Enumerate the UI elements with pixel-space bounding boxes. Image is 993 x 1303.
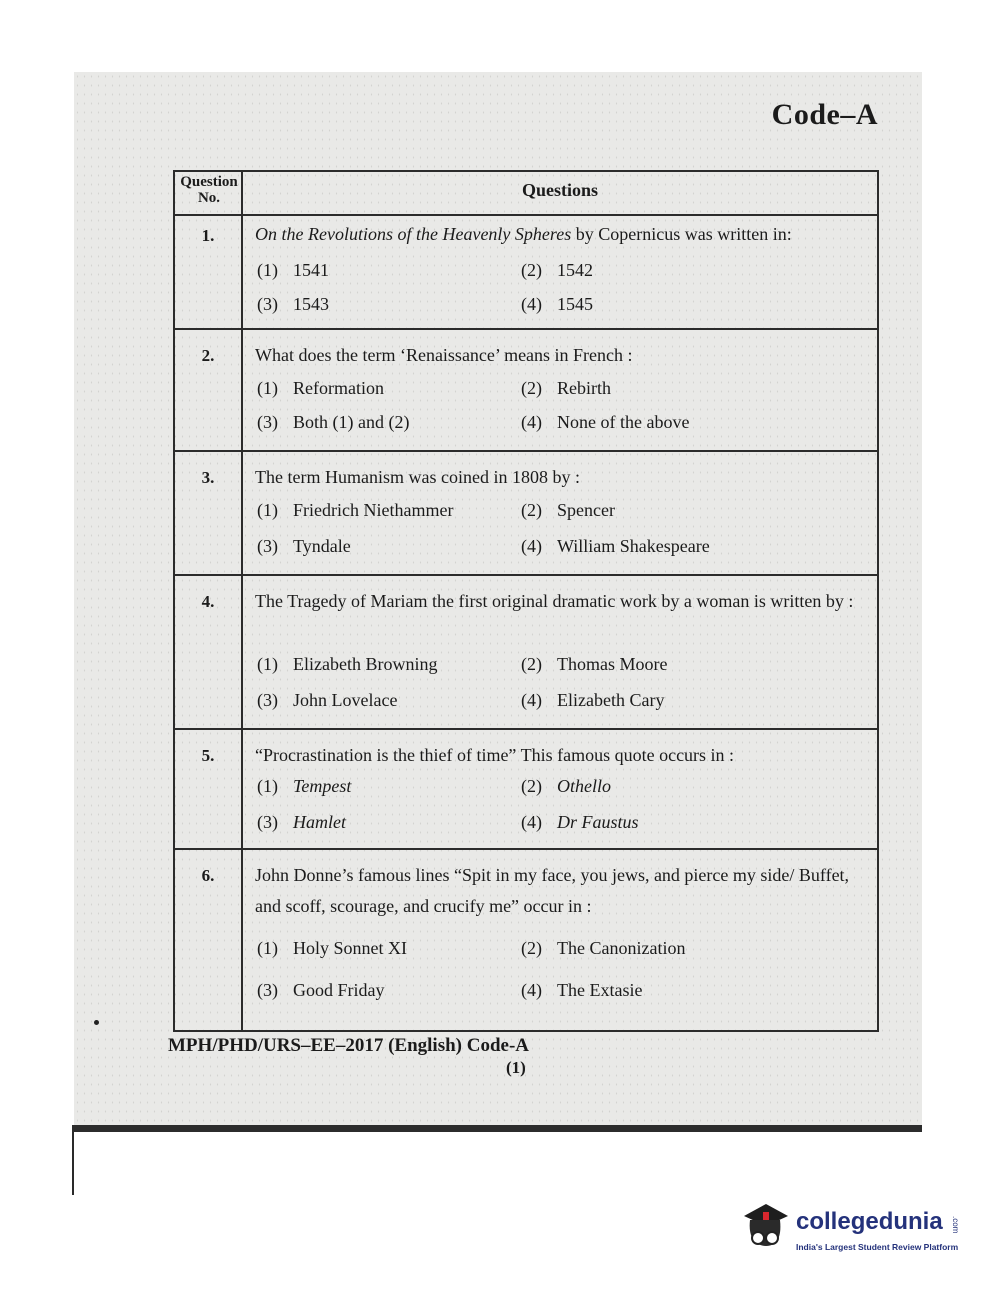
option-4: (4) William Shakespeare: [521, 536, 710, 556]
option-2: (2) The Canonization: [521, 938, 686, 958]
question-table: [173, 170, 879, 1032]
option-3: (3) Tyndale: [257, 536, 351, 556]
table-row: [175, 214, 877, 330]
collegedunia-logo[interactable]: [736, 1198, 966, 1258]
question-text: John Donne’s famous lines “Spit in my face, you jews, and pierce my side/ Buffet, and scoff, scourage, and crucify me” occur in :: [255, 865, 850, 916]
header-questions: Questions: [521, 180, 599, 200]
question-text: The Tragedy of Mariam the first original dramatic work by a woman is written by :: [255, 591, 854, 611]
table-row: [175, 330, 877, 452]
option-3: (3) Hamlet: [257, 812, 346, 832]
option-2: (2) Rebirth: [521, 378, 611, 398]
option-1: (1) Holy Sonnet XI: [257, 938, 407, 958]
question-number: 5.: [201, 746, 215, 765]
option-4: (4) Elizabeth Cary: [521, 690, 665, 710]
option-4: (4) Dr Faustus: [521, 812, 639, 832]
header-question-no: Question No.: [180, 174, 238, 206]
logo-tagline: India's Largest Student Review Platform: [796, 1242, 959, 1252]
code-label: Code–A: [771, 98, 878, 131]
option-2: (2) Thomas Moore: [521, 654, 668, 674]
option-3: (3) 1543: [257, 294, 329, 314]
logo-suffix: .com: [951, 1216, 960, 1234]
question-number: 6.: [201, 866, 215, 885]
table-row: [175, 452, 877, 576]
option-1: (1) Tempest: [257, 776, 352, 796]
option-1: (1) Elizabeth Browning: [257, 654, 438, 674]
question-text-rest: by Copernicus was written in:: [571, 224, 792, 244]
option-2: (2) Spencer: [521, 500, 615, 520]
question-text: What does the term ‘Renaissance’ means in French :: [255, 345, 633, 365]
logo-name: collegedunia: [796, 1208, 943, 1235]
page-number: (1): [506, 1058, 526, 1077]
mascot-icon: [736, 1198, 794, 1256]
table-row: [175, 730, 877, 850]
question-number: 2.: [201, 346, 215, 365]
question-number: 1.: [201, 226, 215, 245]
stray-mark: [94, 1020, 99, 1025]
page-edge-left: [72, 1125, 74, 1195]
book-title: On the Revolutions of the Heavenly Spheres: [255, 224, 572, 244]
question-text: [255, 219, 871, 250]
table-row: [175, 576, 877, 730]
option-2: (2) Othello: [521, 776, 611, 796]
question-number: 4.: [201, 592, 215, 611]
question-text: The term Humanism was coined in 1808 by :: [255, 467, 580, 487]
option-1: (1) Reformation: [257, 378, 384, 398]
option-3: (3) John Lovelace: [257, 690, 398, 710]
question-text: “Procrastination is the thief of time” This famous quote occurs in :: [255, 745, 735, 765]
option-4: (4) The Extasie: [521, 980, 643, 1000]
table-header: [175, 172, 877, 216]
option-1: (1) Friedrich Niethammer: [257, 500, 454, 520]
page-edge-bottom: [72, 1125, 922, 1132]
footer-code: MPH/PHD/URS–EE–2017 (English) Code-A: [168, 1035, 530, 1056]
option-4: (4) 1545: [521, 294, 593, 314]
option-4: (4) None of the above: [521, 412, 690, 432]
option-2: (2) 1542: [521, 260, 593, 280]
question-number: 3.: [201, 468, 215, 487]
option-3: (3) Good Friday: [257, 980, 385, 1000]
table-row: [175, 850, 877, 1030]
option-1: (1) 1541: [257, 260, 329, 280]
option-3: (3) Both (1) and (2): [257, 412, 410, 432]
